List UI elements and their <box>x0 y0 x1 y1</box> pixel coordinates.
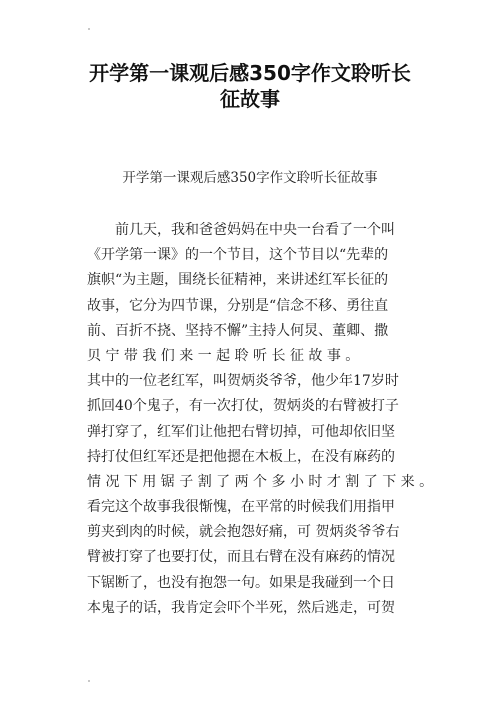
document-subtitle: 开学第一课观后感350字作文聆听长征故事 <box>122 170 378 186</box>
body-line: 看完这个故事我很惭愧，在平常的时候我们用指甲 <box>87 499 395 516</box>
body-line: 臂被打穿了也要打仗，而且右臂在没有麻药的情况 <box>87 549 395 566</box>
body-line: 其中的一位老红军，叫贺炳炎爷爷，他少年17岁时 <box>87 373 399 390</box>
body-line: 贝 宁 带 我 们 来 一 起 聆 听 长 征 故 事 。 <box>87 347 360 364</box>
body-paragraph <box>87 218 434 621</box>
page-corner-mark-bottom <box>88 680 90 682</box>
body-line: 前、百折不挠、坚持不懈”主持人何炅、董卿、撒 <box>87 322 389 339</box>
body-line: 抓回40个鬼子，有一次打仗，贺炳炎的右臂被打子 <box>87 398 399 415</box>
document-title <box>60 60 440 112</box>
title-line-2: 征故事 <box>220 87 280 111</box>
body-line: 故事，它分为四节课，分别是“信念不移、勇往直 <box>87 297 389 314</box>
body-line: 弹打穿了，红军们让他把右臂切掉，可他却依旧坚 <box>87 423 395 440</box>
body-line: 《开学第一课》的一个节目，这个节目以“先辈的 <box>87 247 389 264</box>
body-line: 情 况 下 用 锯 子 割 了 两 个 多 小 时 才 割 了 下 来 。 <box>87 473 434 490</box>
body-line: 前几天，我和爸爸妈妈在中央一台看了一个叫 <box>87 222 395 238</box>
body-line: 剪夹到肉的时候，就会抱怨好痛，可 贺炳炎爷爷右 <box>87 524 400 541</box>
page-corner-mark-top <box>88 28 90 30</box>
title-line-1: 开学第一课观后感350字作文聆听长 <box>89 61 411 85</box>
body-line: 本鬼子的话，我肯定会吓个半死，然后逃走，可贺 <box>87 599 395 616</box>
body-line: 持打仗但红军还是把他摁在木板上，在没有麻药的 <box>87 448 395 465</box>
body-line: 旗帜“为主题，围绕长征精神，来讲述红军长征的 <box>87 272 389 289</box>
body-line: 下锯断了，也没有抱怨一句。如果是我碰到一个日 <box>87 574 395 591</box>
